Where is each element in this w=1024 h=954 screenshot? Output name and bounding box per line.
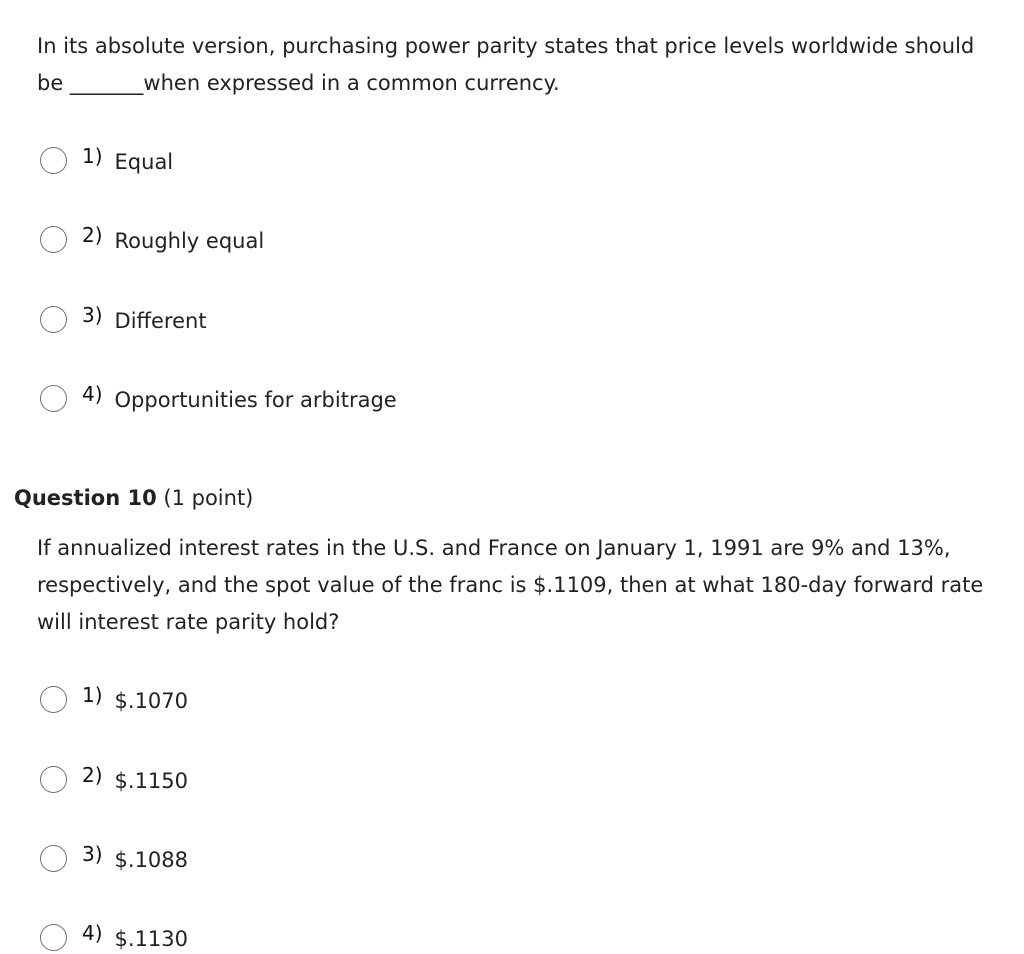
answer-option-4[interactable]	[40, 920, 188, 954]
answer-option-4[interactable]	[40, 381, 397, 415]
question-text: In its absolute version, purchasing power parity states that price levels worldwide should be _______when expressed in a common currency.	[37, 34, 975, 95]
radio-button[interactable]	[40, 686, 67, 713]
option-label: $.1088	[114, 848, 189, 872]
option-label: Equal	[114, 150, 174, 174]
radio-button[interactable]	[40, 924, 67, 951]
answer-option-2[interactable]	[40, 762, 188, 796]
answer-option-1[interactable]	[40, 682, 188, 716]
option-label: Different	[114, 309, 207, 333]
option-number: 3)	[82, 842, 103, 866]
option-number: 2)	[82, 223, 103, 247]
option-number: 4)	[82, 921, 103, 945]
answer-option-2[interactable]	[40, 222, 264, 256]
question-text: If annualized interest rates in the U.S. and France on January 1, 1991 are 9% and 13%, respectively, and the spot value of the franc is $.1109, then at what 180-day forward rate will interest rate parity hold?	[37, 536, 984, 634]
option-number: 2)	[82, 763, 103, 787]
option-number: 3)	[82, 303, 103, 327]
option-number: 1)	[82, 683, 103, 707]
option-label: $.1130	[114, 927, 189, 951]
radio-button[interactable]	[40, 385, 67, 412]
option-number: 1)	[82, 144, 103, 168]
question-title: Question 10	[14, 486, 157, 510]
radio-button[interactable]	[40, 147, 67, 174]
question-heading	[14, 482, 253, 514]
answer-option-3[interactable]	[40, 302, 207, 336]
option-label: Opportunities for arbitrage	[114, 388, 397, 412]
radio-button[interactable]	[40, 845, 67, 872]
question-points: (1 point)	[163, 486, 254, 510]
radio-button[interactable]	[40, 226, 67, 253]
radio-button[interactable]	[40, 766, 67, 793]
radio-button[interactable]	[40, 306, 67, 333]
option-label: $.1150	[114, 769, 189, 793]
option-label: Roughly equal	[114, 229, 265, 253]
option-number: 4)	[82, 382, 103, 406]
answer-option-3[interactable]	[40, 841, 188, 875]
option-label: $.1070	[114, 689, 189, 713]
answer-option-1[interactable]	[40, 143, 173, 177]
